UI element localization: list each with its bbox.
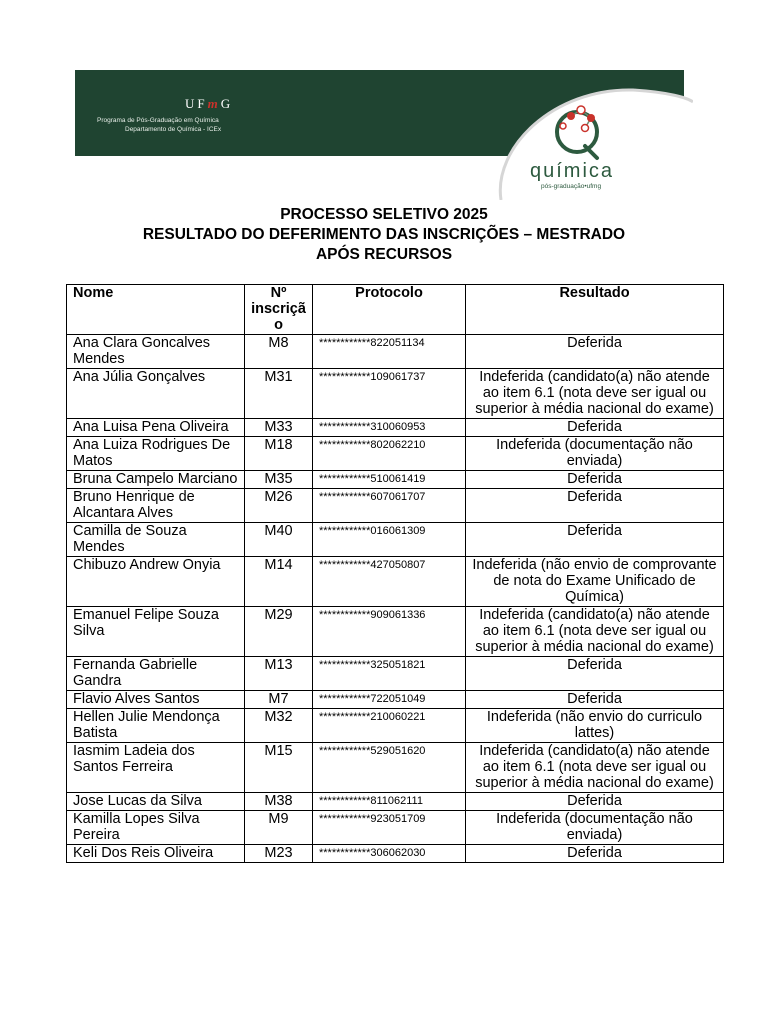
- cell-protocolo: ************510061419: [313, 471, 466, 489]
- cell-inscricao: M7: [245, 691, 313, 709]
- cell-resultado: Deferida: [466, 489, 724, 523]
- cell-nome: Fernanda Gabrielle Gandra: [67, 657, 245, 691]
- cell-inscricao: M14: [245, 557, 313, 607]
- cell-inscricao: M26: [245, 489, 313, 523]
- cell-inscricao: M33: [245, 419, 313, 437]
- cell-inscricao: M38: [245, 793, 313, 811]
- cell-protocolo: ************306062030: [313, 845, 466, 863]
- table-row: [67, 691, 724, 709]
- cell-protocolo: ************822051134: [313, 335, 466, 369]
- cell-protocolo: ************607061707: [313, 489, 466, 523]
- cell-resultado: Deferida: [466, 657, 724, 691]
- cell-nome: Ana Luiza Rodrigues De Matos: [67, 437, 245, 471]
- table-row: [67, 437, 724, 471]
- cell-resultado: Deferida: [466, 691, 724, 709]
- cell-nome: Ana Luisa Pena Oliveira: [67, 419, 245, 437]
- cell-protocolo: ************109061737: [313, 369, 466, 419]
- cell-protocolo: ************923051709: [313, 811, 466, 845]
- cell-inscricao: M15: [245, 743, 313, 793]
- cell-resultado: Indeferida (candidato(a) não atende ao item 6.1 (nota deve ser igual ou superior à média nacional do exame): [466, 369, 724, 419]
- cell-nome: Ana Clara Goncalves Mendes: [67, 335, 245, 369]
- cell-inscricao: M9: [245, 811, 313, 845]
- table-row: [67, 793, 724, 811]
- cell-protocolo: ************722051049: [313, 691, 466, 709]
- header-nome: Nome: [67, 285, 245, 335]
- cell-inscricao: M31: [245, 369, 313, 419]
- cell-inscricao: M29: [245, 607, 313, 657]
- cell-inscricao: M13: [245, 657, 313, 691]
- table-row: [67, 845, 724, 863]
- cell-resultado: Indeferida (candidato(a) não atende ao item 6.1 (nota deve ser igual ou superior à média nacional do exame): [466, 607, 724, 657]
- cell-resultado: Deferida: [466, 793, 724, 811]
- cell-nome: Ana Júlia Gonçalves: [67, 369, 245, 419]
- cell-nome: Flavio Alves Santos: [67, 691, 245, 709]
- cell-protocolo: ************427050807: [313, 557, 466, 607]
- cell-resultado: Deferida: [466, 471, 724, 489]
- logo-word: química: [530, 160, 615, 182]
- header-resultado: Resultado: [466, 285, 724, 335]
- cell-resultado: Deferida: [466, 419, 724, 437]
- cell-resultado: Indeferida (documentação não enviada): [466, 811, 724, 845]
- cell-nome: Keli Dos Reis Oliveira: [67, 845, 245, 863]
- cell-nome: Emanuel Felipe Souza Silva: [67, 607, 245, 657]
- cell-resultado: Indeferida (não envio de comprovante de nota do Exame Unificado de Química): [466, 557, 724, 607]
- cell-protocolo: ************529051620: [313, 743, 466, 793]
- cell-protocolo: ************325051821: [313, 657, 466, 691]
- cell-resultado: Indeferida (documentação não enviada): [466, 437, 724, 471]
- cell-nome: Hellen Julie Mendonça Batista: [67, 709, 245, 743]
- table-header-row: [67, 285, 724, 335]
- cell-inscricao: M23: [245, 845, 313, 863]
- cell-nome: Kamilla Lopes Silva Pereira: [67, 811, 245, 845]
- department-name: Departamento de Química - ICEx: [125, 126, 222, 133]
- cell-resultado: Indeferida (candidato(a) não atende ao item 6.1 (nota deve ser igual ou superior à média nacional do exame): [466, 743, 724, 793]
- cell-protocolo: ************310060953: [313, 419, 466, 437]
- table-row: [67, 709, 724, 743]
- cell-protocolo: ************210060221: [313, 709, 466, 743]
- cell-resultado: Deferida: [466, 845, 724, 863]
- cell-protocolo: ************016061309: [313, 523, 466, 557]
- table-row: [67, 419, 724, 437]
- table-row: [67, 557, 724, 607]
- table-row: [67, 369, 724, 419]
- cell-inscricao: M32: [245, 709, 313, 743]
- table-row: [67, 743, 724, 793]
- cell-resultado: Deferida: [466, 335, 724, 369]
- header-inscricao: Nº inscriçã o: [245, 285, 313, 335]
- table-row: [67, 471, 724, 489]
- cell-nome: Jose Lucas da Silva: [67, 793, 245, 811]
- ufmg-logo-text: UFmG: [185, 96, 234, 111]
- table-row: [67, 657, 724, 691]
- cell-resultado: Deferida: [466, 523, 724, 557]
- cell-inscricao: M18: [245, 437, 313, 471]
- table-row: [67, 607, 724, 657]
- table-row: [67, 489, 724, 523]
- cell-protocolo: ************802062210: [313, 437, 466, 471]
- title-line-2: RESULTADO DO DEFERIMENTO DAS INSCRIÇÕES – MESTRADO: [142, 226, 626, 243]
- title-line-1: PROCESSO SELETIVO 2025: [280, 206, 488, 223]
- logo-subtitle: pós-graduação•ufmg: [541, 183, 602, 190]
- cell-inscricao: M8: [245, 335, 313, 369]
- cell-inscricao: M35: [245, 471, 313, 489]
- table-row: [67, 335, 724, 369]
- cell-nome: Chibuzo Andrew Onyia: [67, 557, 245, 607]
- cell-nome: Camilla de Souza Mendes: [67, 523, 245, 557]
- cell-nome: Iasmim Ladeia dos Santos Ferreira: [67, 743, 245, 793]
- cell-inscricao: M40: [245, 523, 313, 557]
- cell-protocolo: ************909061336: [313, 607, 466, 657]
- table-row: [67, 811, 724, 845]
- cell-protocolo: ************811062111: [313, 793, 466, 811]
- results-table: [66, 284, 724, 863]
- header-protocolo: Protocolo: [313, 285, 466, 335]
- cell-nome: Bruna Campelo Marciano: [67, 471, 245, 489]
- table-row: [67, 523, 724, 557]
- cell-resultado: Indeferida (não envio do curriculo lattes): [466, 709, 724, 743]
- program-name: Programa de Pós-Graduação em Química: [97, 117, 219, 124]
- cell-nome: Bruno Henrique de Alcantara Alves: [67, 489, 245, 523]
- title-line-3: APÓS RECURSOS: [315, 246, 453, 263]
